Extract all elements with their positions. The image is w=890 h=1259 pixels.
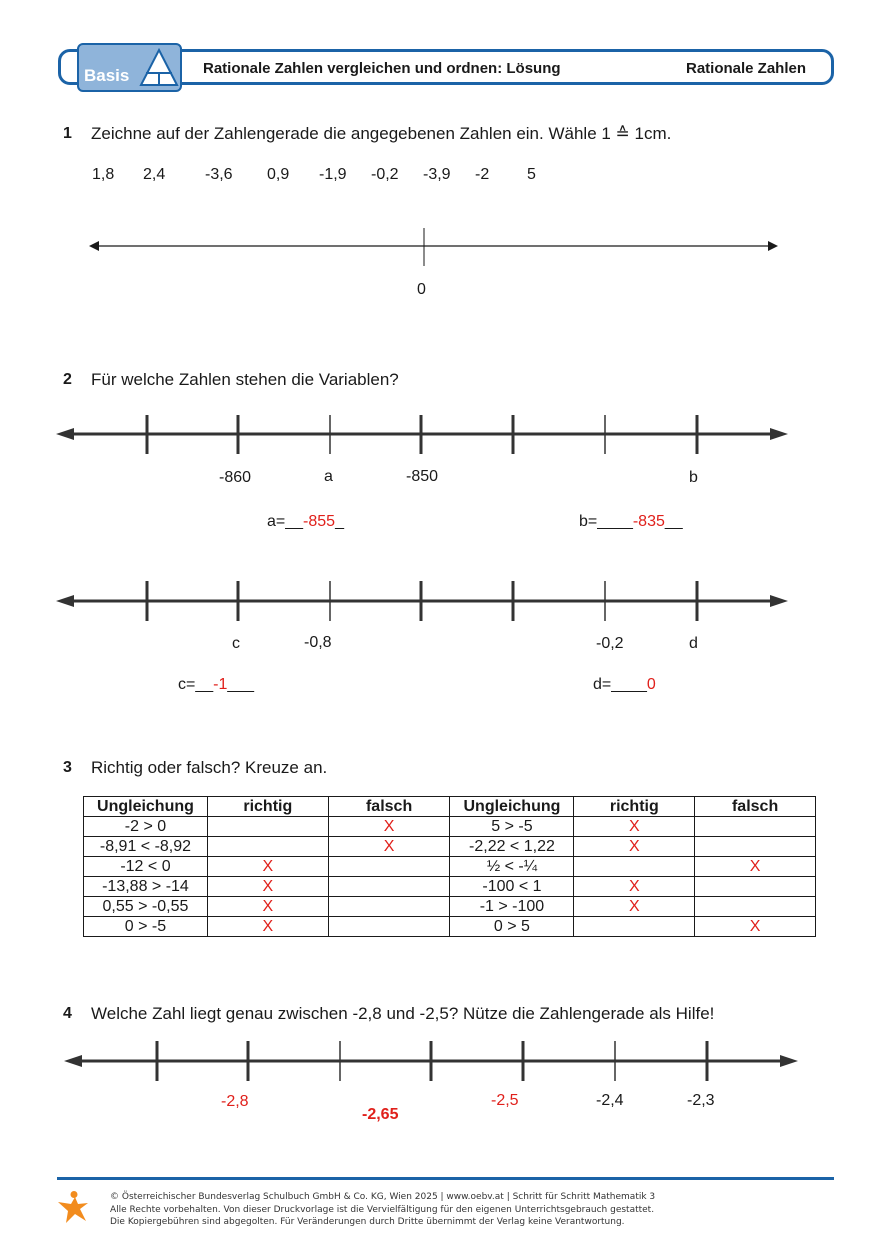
table-row bbox=[84, 857, 816, 877]
publisher-logo-icon bbox=[55, 1190, 91, 1226]
check-cell[interactable] bbox=[328, 857, 450, 877]
table-cell: 0,55 > -0,55 bbox=[84, 897, 208, 917]
footer-line-2: Alle Rechte vorbehalten. Von dieser Druckvorlage ist die Vervielfältigung für den eigenen Unterrichtsgebrauch gestattet. bbox=[110, 1204, 655, 1215]
table-row bbox=[84, 917, 816, 937]
table-header-row bbox=[84, 797, 816, 817]
inequality-table bbox=[83, 796, 816, 937]
task1-number-line bbox=[89, 228, 778, 266]
task4-label-2-4: -2,4 bbox=[596, 1092, 624, 1109]
check-cell[interactable]: X bbox=[207, 857, 328, 877]
page-title: Rationale Zahlen vergleichen und ordnen: Lösung bbox=[203, 60, 561, 77]
table-header: falsch bbox=[328, 797, 450, 817]
table-row bbox=[84, 897, 816, 917]
task2-number: 2 bbox=[63, 371, 72, 388]
task1-number-7: -3,9 bbox=[423, 166, 451, 183]
task1-number-4: 0,9 bbox=[267, 166, 290, 183]
answer-c: c=__-1___ bbox=[178, 676, 255, 693]
table-cell: -1 > -100 bbox=[450, 897, 574, 917]
table-cell: 5 > -5 bbox=[450, 817, 574, 837]
table-cell: -100 < 1 bbox=[450, 877, 574, 897]
check-cell[interactable]: X bbox=[574, 877, 695, 897]
table-header: richtig bbox=[207, 797, 328, 817]
check-cell[interactable] bbox=[574, 857, 695, 877]
line1-label-a: a bbox=[324, 468, 333, 485]
check-cell[interactable] bbox=[328, 897, 450, 917]
line1-label-860: -860 bbox=[219, 469, 252, 486]
check-cell[interactable] bbox=[328, 917, 450, 937]
footer-line-3: Die Kopiergebühren sind abgegolten. Für Veränderungen durch Dritte übernimmt der Verlag keine Verantwortung. bbox=[110, 1217, 625, 1227]
table-cell: ½ < -¼ bbox=[450, 857, 574, 877]
check-cell[interactable]: X bbox=[207, 877, 328, 897]
task4-label-2-3: -2,3 bbox=[687, 1092, 715, 1109]
line1-label-850: -850 bbox=[406, 468, 439, 485]
table-cell: -2 > 0 bbox=[84, 817, 208, 837]
task4-text: Welche Zahl liegt genau zwischen -2,8 und -2,5? Nütze die Zahlengerade als Hilfe! bbox=[91, 1004, 715, 1023]
task4-label-2-5: -2,5 bbox=[491, 1092, 519, 1109]
task1-number-9: 5 bbox=[527, 166, 536, 183]
task1-number-5: -1,9 bbox=[319, 166, 347, 183]
line2-label-d: d bbox=[689, 635, 698, 652]
task1-number-2: 2,4 bbox=[143, 166, 166, 183]
table-cell: -8,91 < -8,92 bbox=[84, 837, 208, 857]
task4-number-line bbox=[64, 1041, 798, 1081]
footer-divider bbox=[57, 1177, 834, 1180]
check-cell[interactable] bbox=[207, 817, 328, 837]
task2-number-line-2 bbox=[56, 581, 788, 621]
task4-number: 4 bbox=[63, 1005, 72, 1022]
check-cell[interactable] bbox=[207, 837, 328, 857]
check-cell[interactable]: X bbox=[207, 917, 328, 937]
answer-b: b=____-835__ bbox=[579, 513, 683, 530]
check-cell[interactable]: X bbox=[695, 917, 816, 937]
check-cell[interactable] bbox=[695, 877, 816, 897]
line2-label-0-8: -0,8 bbox=[304, 634, 332, 651]
line2-label-c: c bbox=[232, 635, 240, 652]
check-cell[interactable]: X bbox=[574, 817, 695, 837]
check-cell[interactable] bbox=[695, 897, 816, 917]
task1-zero-label: 0 bbox=[417, 281, 426, 298]
table-row bbox=[84, 837, 816, 857]
task4-answer: -2,65 bbox=[362, 1106, 399, 1123]
line2-label-0-2: -0,2 bbox=[596, 635, 624, 652]
table-cell: -12 < 0 bbox=[84, 857, 208, 877]
line1-label-b: b bbox=[689, 469, 698, 486]
task1-number-8: -2 bbox=[475, 166, 490, 183]
table-header: richtig bbox=[574, 797, 695, 817]
basis-label: Basis bbox=[84, 66, 130, 85]
check-cell[interactable]: X bbox=[574, 837, 695, 857]
table-cell: 0 > 5 bbox=[450, 917, 574, 937]
table-row bbox=[84, 877, 816, 897]
check-cell[interactable]: X bbox=[328, 837, 450, 857]
task1-text: Zeichne auf der Zahlengerade die angegebenen Zahlen ein. Wähle 1 ≙ 1cm. bbox=[91, 124, 672, 143]
table-cell: -2,22 < 1,22 bbox=[450, 837, 574, 857]
check-cell[interactable] bbox=[328, 877, 450, 897]
check-cell[interactable]: X bbox=[328, 817, 450, 837]
check-cell[interactable] bbox=[574, 917, 695, 937]
task1-number-6: -0,2 bbox=[371, 166, 399, 183]
task2-number-line-1 bbox=[56, 415, 788, 454]
task3-text: Richtig oder falsch? Kreuze an. bbox=[91, 758, 328, 777]
table-header: Ungleichung bbox=[450, 797, 574, 817]
check-cell[interactable] bbox=[695, 817, 816, 837]
footer-copyright bbox=[110, 1191, 655, 1229]
answer-d: d=____0 bbox=[593, 676, 656, 693]
page-topic: Rationale Zahlen bbox=[686, 60, 807, 77]
check-cell[interactable]: X bbox=[207, 897, 328, 917]
answer-a: a=__-855_ bbox=[267, 513, 344, 530]
table-cell: -13,88 > -14 bbox=[84, 877, 208, 897]
task4-label-2-8: -2,8 bbox=[221, 1093, 249, 1110]
check-cell[interactable]: X bbox=[574, 897, 695, 917]
table-header: falsch bbox=[695, 797, 816, 817]
check-cell[interactable]: X bbox=[695, 857, 816, 877]
table-header: Ungleichung bbox=[84, 797, 208, 817]
task1-number-3: -3,6 bbox=[205, 166, 233, 183]
task1-number: 1 bbox=[63, 125, 72, 142]
check-cell[interactable] bbox=[695, 837, 816, 857]
table-row bbox=[84, 817, 816, 837]
task2-text: Für welche Zahlen stehen die Variablen? bbox=[91, 370, 399, 389]
table-cell: 0 > -5 bbox=[84, 917, 208, 937]
task1-number-1: 1,8 bbox=[92, 166, 115, 183]
task3-number: 3 bbox=[63, 759, 72, 776]
footer-line-1: © Österreichischer Bundesverlag Schulbuch GmbH & Co. KG, Wien 2025 | www.oebv.at | Schritt für Schritt Mathematik 3 bbox=[110, 1192, 656, 1202]
